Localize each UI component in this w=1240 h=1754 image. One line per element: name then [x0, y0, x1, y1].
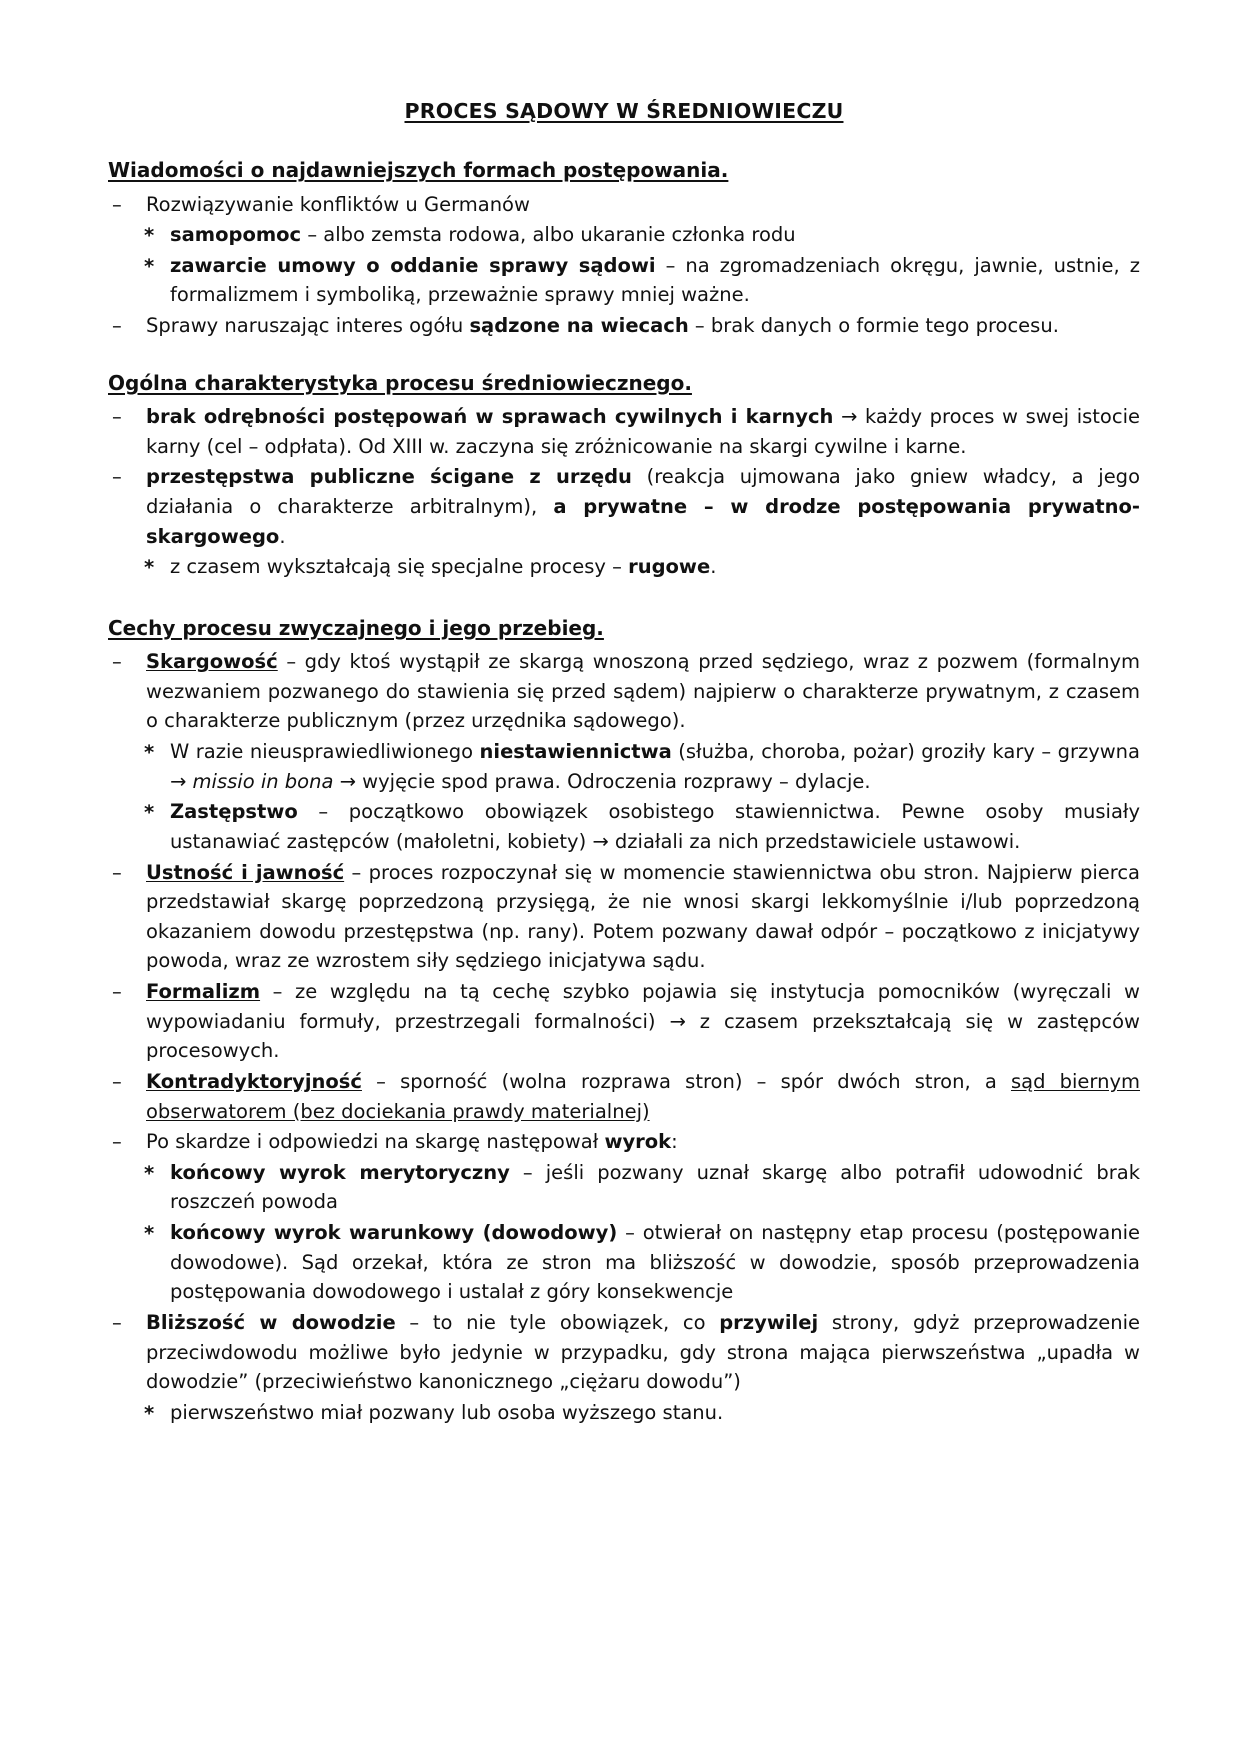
list-item	[108, 220, 1140, 250]
dash-marker: –	[112, 465, 122, 489]
list-item-text: – jeśli pozwany uznał skargę albo potrafił udowodnić brak roszczeń powoda	[170, 1160, 1140, 1214]
list-item	[108, 737, 1140, 796]
dash-marker: –	[112, 192, 122, 216]
list-item-pre: Po skardze i odpowiedzi na skargę następował	[146, 1130, 605, 1154]
list-item-pre: z czasem wykształcają się specjalne procesy –	[170, 555, 629, 579]
star-marker: *	[144, 1222, 155, 1246]
list-item	[108, 797, 1140, 856]
list-item-lead: przestępstwa publiczne ścigane z urzędu	[146, 465, 632, 489]
list-item	[108, 977, 1140, 1066]
list-item	[108, 1308, 1140, 1397]
list-item-emphasis: przywilej	[719, 1310, 819, 1334]
list-item-lead: Formalizm	[146, 980, 261, 1004]
star-marker: *	[144, 1401, 155, 1425]
list-item	[108, 1218, 1140, 1307]
section-wiadomosci	[108, 155, 1140, 341]
list-item-text: – proces rozpoczynał się w momencie stawiennictwa obu stron. Najpierw pierca przedstawiał skargę poprzedzoną przysięgą, że nie wnosi skargi lekkomyślnie i/lub poprzedzoną okazaniem dowodu przestępstwa (np. rany). Potem pozwany dawał odpór – początkowo z inicjatywy powoda, wraz ze wzrostem siły sędziego inicjatywa sądu.	[146, 860, 1140, 973]
list-item-lead: Skargowość	[146, 650, 278, 674]
section-spacer	[108, 342, 1140, 368]
list-item-mid: – to nie tyle obowiązek, co	[395, 1310, 720, 1334]
list-item	[108, 462, 1140, 551]
list-item-emphasis: sądzone na wiecach	[469, 314, 689, 338]
list-item-mid: (reakcja ujmowana jako gniew władcy, a jego działania o charakterze arbitralnym),	[146, 465, 1140, 518]
list-item	[108, 1127, 1140, 1157]
star-marker: *	[144, 556, 155, 580]
list-item-post: – brak danych o formie tego procesu.	[688, 314, 1059, 338]
star-marker: *	[144, 741, 155, 765]
list-item-pre: Sprawy naruszając interes ogółu	[146, 314, 470, 338]
list-item-post: → wyjęcie spod prawa. Odroczenia rozprawy – dylacje.	[333, 769, 871, 793]
list-item-post: .	[279, 524, 286, 548]
section-heading: Ogólna charakterystyka procesu średniowiecznego.	[108, 370, 692, 395]
star-marker: *	[144, 254, 155, 278]
list-item-lead: końcowy wyrok warunkowy (dowodowy)	[170, 1221, 618, 1245]
list-item-lead: zawarcie umowy o oddanie sprawy sądowi	[170, 253, 656, 277]
dash-marker: –	[112, 1130, 122, 1154]
star-marker: *	[144, 224, 155, 248]
list-item-text: pierwszeństwo miał pozwany lub osoba wyższego stanu.	[170, 1400, 724, 1424]
section-ogolna-charakterystyka	[108, 368, 1140, 582]
list-item-post: :	[671, 1130, 678, 1154]
list-item	[108, 402, 1140, 461]
list-item-text: – otwierał on następny etap procesu (postępowanie dowodowe). Sąd orzekał, która ze stron ma bliższość w dowodzie, sposób przeprowadzenia postępowania dowodowego i ustalał z góry konsekwencje	[170, 1221, 1140, 1304]
list-item-text: – gdy ktoś wystąpił ze skargą wnoszoną przed sędziego, wraz z pozwem (formalnym wezwaniem pozwanego do stawienia się przed sądem) najpierw o charakterze prywatnym, z czasem o charakterze publicznym (przez urzędnika sądowego).	[146, 650, 1140, 733]
dash-marker: –	[112, 650, 122, 674]
list-item	[108, 1067, 1140, 1126]
list-item-emphasis: a prywatne – w drodze postępowania prywatno-skargowego	[146, 494, 1140, 548]
list-item-post: .	[710, 555, 717, 579]
list-item	[108, 251, 1140, 310]
list-item-text: – początkowo obowiązek osobistego stawiennictwa. Pewne osoby musiały ustanawiać zastępców (małoletni, kobiety) → działali za nich przedstawiciele ustawowi.	[170, 800, 1140, 853]
list-item	[108, 858, 1140, 977]
dash-marker: –	[112, 860, 122, 884]
list-item-text: – albo zemsta rodowa, albo ukaranie członka rodu	[301, 223, 796, 247]
list-item	[108, 1158, 1140, 1217]
page-title: PROCES SĄDOWY W ŚREDNIOWIECZU	[404, 99, 844, 123]
list-item	[108, 190, 1140, 220]
list-item	[108, 1398, 1140, 1428]
list-item-lead: Bliższość w dowodzie	[146, 1310, 396, 1334]
star-marker: *	[144, 801, 155, 825]
list-item-lead: Zastępstwo	[170, 800, 298, 824]
list-item-lead: końcowy wyrok merytoryczny	[170, 1160, 510, 1184]
star-marker: *	[144, 1161, 155, 1185]
list-item-lead: Ustność i jawność	[146, 860, 345, 884]
dash-marker: –	[112, 980, 122, 1004]
list-item-mid: – sporność (wolna rozprawa stron) – spór dwóch stron, a	[361, 1069, 1011, 1093]
list-item-underlined-tail: sąd biernym obserwatorem (bez dociekania prawdy materialnej)	[146, 1069, 1141, 1123]
list-item-lead: brak odrębności postępowań w sprawach cywilnych i karnych	[146, 405, 834, 429]
list-item-mid: (służba, choroba, pożar) groziły kary – grzywna →	[170, 740, 1140, 793]
list-item-lead: samopomoc	[170, 223, 302, 247]
list-item-emphasis: wyrok	[604, 1130, 672, 1154]
list-item-emphasis: rugowe	[628, 555, 711, 579]
section-heading: Wiadomości o najdawniejszych formach postępowania.	[108, 158, 729, 183]
list-item-emphasis: niestawiennictwa	[479, 740, 672, 764]
list-item-latin-term: missio in bona	[192, 769, 334, 793]
dash-marker: –	[112, 314, 122, 338]
list-item	[108, 552, 1140, 582]
dash-marker: –	[112, 1069, 122, 1093]
section-spacer	[108, 583, 1140, 613]
list-item-lead: Kontradyktoryjność	[146, 1069, 362, 1093]
section-cechy-procesu	[108, 613, 1140, 1428]
list-item-pre: W razie nieusprawiedliwionego	[170, 740, 480, 764]
dash-marker: –	[112, 1310, 122, 1334]
list-item	[108, 647, 1140, 736]
list-item-text: – ze względu na tą cechę szybko pojawia się instytucja pomocników (wyręczali w wypowiadaniu formuły, przestrzegali formalności) → z czasem przekształcają się w zastępców procesowych.	[146, 980, 1140, 1063]
list-item-text: → każdy proces w swej istocie karny (cel – odpłata). Od XIII w. zaczyna się zróżnicowanie na skargi cywilne i karne.	[146, 405, 1140, 458]
list-item-text: – na zgromadzeniach okręgu, jawnie, ustnie, z formalizmem i symboliką, przeważnie sprawy mniej ważne.	[170, 253, 1140, 307]
dash-marker: –	[112, 405, 122, 429]
list-item-post: strony, gdyż przeprowadzenie przeciwdowodu możliwe było jedynie w przypadku, gdy strona mająca pierwszeństwa „upadła w dowodzie” (przeciwieństwo kanonicznego „ciężaru dowodu”)	[146, 1310, 1140, 1394]
list-item-text: Rozwiązywanie konfliktów u Germanów	[146, 192, 530, 216]
section-heading: Cechy procesu zwyczajnego i jego przebieg.	[108, 615, 604, 640]
list-item	[108, 311, 1140, 341]
